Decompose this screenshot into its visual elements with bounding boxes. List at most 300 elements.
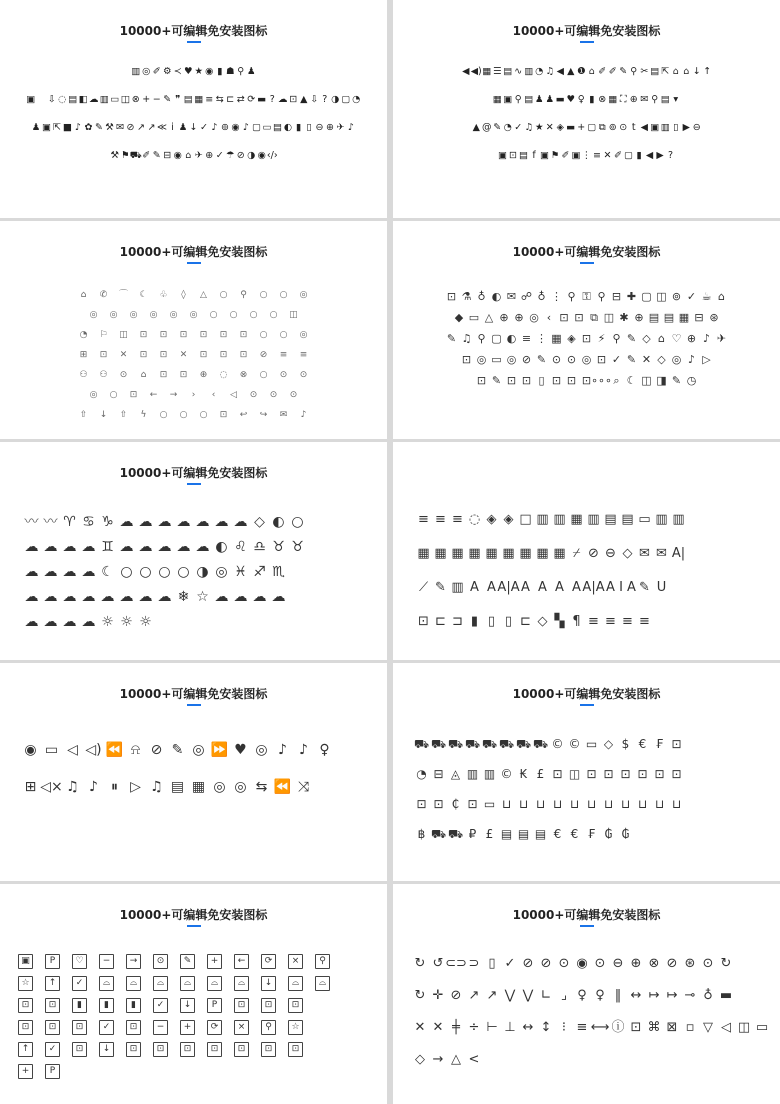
glyph-icon: ◐	[506, 332, 517, 345]
glyph-icon: ◎	[149, 310, 158, 320]
glyph-icon: ⤨	[297, 778, 310, 795]
glyph-icon: ✎	[171, 741, 184, 758]
glyph-icon: ⊔	[620, 796, 631, 811]
glyph-icon: +	[142, 94, 151, 106]
glyph-icon: ◔	[79, 330, 88, 340]
glyph-icon: ⊡	[574, 311, 584, 324]
glyph-icon: ◫	[603, 311, 615, 324]
glyph-icon: ⚒	[110, 150, 120, 162]
glyph-icon: ⛟	[413, 736, 430, 751]
glyph-icon: −	[153, 1020, 168, 1035]
glyph-icon: ⊂⊃	[445, 955, 467, 971]
icon-row	[20, 739, 335, 760]
glyph-icon: ⊡	[126, 1020, 141, 1035]
glyph-icon: ⊗	[131, 94, 140, 106]
glyph-icon: ✆	[99, 290, 108, 300]
glyph-icon: ₣	[587, 826, 596, 841]
glyph-icon: ≡	[576, 1019, 588, 1035]
glyph-icon: ☾	[139, 290, 148, 300]
glyph-icon: ♫	[66, 778, 79, 795]
glyph-icon: ↗	[147, 122, 156, 134]
glyph-icon: ◇	[642, 332, 651, 345]
glyph-icon: ≡	[205, 94, 214, 106]
glyph-icon: ✓	[686, 290, 697, 303]
glyph-icon: ◔	[352, 94, 361, 106]
glyph-icon: ◉	[205, 66, 214, 78]
glyph-icon: ✎	[446, 332, 457, 345]
glyph-icon: ▣	[540, 150, 549, 162]
glyph-icon: ⚲	[597, 290, 606, 303]
glyph-icon: ⊕	[326, 122, 334, 134]
glyph-icon: ▥	[466, 766, 479, 781]
glyph-icon: ▤	[503, 66, 513, 78]
glyph-icon: ⊐	[452, 613, 463, 629]
icon-grid	[22, 512, 373, 652]
glyph-icon: ▢	[491, 332, 502, 345]
glyph-icon: ⌂	[658, 332, 665, 345]
glyph-icon: £	[536, 766, 545, 781]
glyph-icon: →	[432, 1051, 444, 1067]
glyph-icon: ⊸	[684, 987, 696, 1003]
glyph-icon: ▤	[170, 778, 185, 795]
glyph-icon: ▤	[519, 150, 528, 162]
glyph-icon: ◌	[468, 511, 481, 527]
glyph-icon: ⇱	[661, 66, 670, 78]
glyph-icon: ▢	[624, 150, 633, 162]
icon-row	[452, 310, 722, 325]
glyph-icon: ▥	[451, 579, 464, 595]
glyph-icon: ◇	[657, 353, 666, 366]
icon-row	[413, 765, 685, 782]
glyph-icon: ⛟	[515, 736, 532, 751]
glyph-icon: ☁	[176, 513, 191, 530]
glyph-icon: ◎	[189, 310, 198, 320]
slide-card-6	[393, 442, 780, 660]
glyph-icon: ⚲	[651, 94, 659, 106]
glyph-icon: ⊡	[289, 94, 298, 106]
glyph-icon: ✚	[626, 290, 637, 303]
glyph-icon: €	[570, 826, 579, 841]
glyph-icon: ⊡	[654, 766, 665, 781]
glyph-icon: ▬	[555, 94, 565, 106]
icon-row	[22, 587, 288, 606]
glyph-icon: ¶	[572, 613, 581, 629]
glyph-icon: ↑	[45, 976, 60, 991]
glyph-icon: ⊙	[558, 955, 570, 971]
glyph-icon: ⊙	[153, 954, 168, 969]
icon-grid	[14, 60, 373, 210]
glyph-icon: ▦	[191, 778, 206, 795]
glyph-icon: ☁	[62, 538, 77, 555]
glyph-icon: ✐	[608, 66, 617, 78]
glyph-icon: ⊡	[159, 370, 168, 380]
glyph-icon: ❄	[177, 588, 190, 605]
glyph-icon: ≡	[588, 613, 599, 629]
glyph-icon: ⏪	[105, 741, 124, 758]
glyph-icon: ♫	[150, 778, 163, 795]
glyph-icon: ✉	[506, 290, 517, 303]
glyph-icon: ◉	[257, 150, 266, 162]
glyph-icon: A|A	[582, 579, 605, 595]
glyph-icon: ⚡	[597, 332, 606, 345]
glyph-icon: ☁	[119, 588, 134, 605]
glyph-icon: ⊡	[139, 330, 148, 340]
icon-row	[74, 289, 314, 302]
glyph-icon: ⊖	[692, 122, 701, 134]
glyph-icon: ⊘	[588, 545, 599, 561]
glyph-icon: ↔	[630, 987, 642, 1003]
glyph-icon: ◫	[641, 374, 652, 387]
glyph-icon: A	[521, 579, 530, 595]
glyph-icon: ☾	[101, 563, 114, 580]
glyph-icon: ⊡	[72, 1020, 87, 1035]
glyph-icon: ⊗	[239, 370, 248, 380]
glyph-icon: ▥	[483, 766, 496, 781]
icon-row	[84, 389, 304, 402]
glyph-icon: ×	[288, 954, 303, 969]
glyph-icon: ⊙	[551, 353, 562, 366]
glyph-icon: ☁	[195, 538, 210, 555]
glyph-icon: ♥	[183, 66, 193, 78]
glyph-icon: →	[126, 954, 141, 969]
glyph-icon: ▥	[672, 511, 685, 527]
glyph-icon: ❶	[576, 66, 586, 78]
glyph-icon: ↔	[522, 1019, 534, 1035]
glyph-icon: ⊙	[299, 370, 308, 380]
glyph-icon: ▣	[503, 94, 513, 106]
glyph-icon: ▣	[571, 150, 581, 162]
glyph-icon: ◌	[58, 94, 67, 106]
glyph-icon: ☁	[233, 513, 248, 530]
glyph-icon: ☁	[24, 538, 39, 555]
glyph-icon: ⟋	[418, 579, 429, 595]
glyph-icon: ▣	[42, 122, 51, 134]
glyph-icon: ⇄	[236, 94, 245, 106]
glyph-icon: ⚿	[582, 290, 591, 303]
glyph-icon: ⌓	[126, 976, 141, 991]
glyph-icon: ◀	[462, 66, 470, 78]
glyph-icon: ✓	[504, 955, 516, 971]
glyph-icon: ⊘	[540, 955, 552, 971]
glyph-icon: ▮	[636, 150, 642, 162]
glyph-icon: ✎	[491, 374, 502, 387]
glyph-icon: ⊡	[620, 766, 631, 781]
glyph-icon: €	[553, 826, 562, 841]
glyph-icon: ⊘	[450, 987, 462, 1003]
glyph-icon: ⛟	[447, 736, 464, 751]
glyph-icon: ?	[667, 150, 674, 162]
glyph-icon: ⌂	[588, 66, 595, 78]
icon-row	[74, 409, 314, 422]
glyph-icon: ⊞	[24, 778, 37, 795]
glyph-icon: ⊡	[179, 330, 188, 340]
glyph-icon: ⊔	[518, 796, 529, 811]
glyph-icon: ☁	[89, 94, 99, 106]
glyph-icon: ⚲	[315, 954, 330, 969]
glyph-icon: ☁	[278, 94, 288, 106]
glyph-icon: ⊡	[288, 1042, 303, 1057]
title-underline	[187, 41, 201, 43]
glyph-icon: ♐	[253, 563, 266, 580]
glyph-icon: ▥	[553, 511, 566, 527]
glyph-icon: ✉	[639, 545, 650, 561]
glyph-icon: ⌓	[315, 976, 330, 991]
glyph-icon: ⟷	[590, 1019, 610, 1035]
glyph-icon: ⇆	[215, 94, 224, 106]
icon-row	[415, 578, 670, 596]
glyph-icon: ✐	[142, 150, 151, 162]
glyph-icon: ◎	[299, 330, 308, 340]
glyph-icon: ⚲	[240, 290, 247, 300]
slide-card-2	[393, 0, 780, 218]
glyph-icon: ⊙	[594, 955, 606, 971]
glyph-icon: ⇩	[310, 94, 319, 106]
glyph-icon: ▦	[519, 545, 532, 561]
glyph-icon: ⊡	[418, 613, 429, 629]
glyph-icon: ÷	[468, 1019, 480, 1035]
glyph-icon: ▭	[468, 311, 480, 324]
icon-grid	[407, 60, 766, 210]
glyph-icon: ▦	[553, 545, 566, 561]
glyph-icon: ♪	[74, 122, 82, 134]
glyph-icon: ✛	[432, 987, 444, 1003]
glyph-icon: ☁	[43, 563, 58, 580]
icon-row	[415, 510, 687, 528]
glyph-icon: ♡	[671, 332, 682, 345]
glyph-icon: ⚗	[461, 290, 472, 303]
glyph-icon: ▦	[551, 332, 562, 345]
glyph-icon: ◫	[289, 310, 298, 320]
icon-row	[18, 1020, 315, 1035]
glyph-icon: ☁	[252, 588, 267, 605]
glyph-icon: ◈	[567, 332, 576, 345]
glyph-icon: ◎	[169, 310, 178, 320]
glyph-icon: ▭	[755, 1019, 769, 1035]
glyph-icon: ×	[234, 1020, 249, 1035]
glyph-icon: ☁	[24, 563, 39, 580]
glyph-icon: ▭	[585, 736, 598, 751]
glyph-icon: ▮	[217, 66, 223, 78]
glyph-icon: ✎	[626, 353, 637, 366]
glyph-icon: ☗	[225, 66, 235, 78]
glyph-icon: ☁	[24, 613, 39, 630]
glyph-icon: ☁	[138, 513, 153, 530]
glyph-icon: ♪	[702, 332, 711, 345]
glyph-icon: ◁)	[85, 741, 102, 758]
glyph-icon: ✎	[671, 374, 682, 387]
icon-row	[74, 329, 314, 342]
glyph-icon: ☁	[100, 588, 115, 605]
glyph-icon: A	[606, 579, 615, 595]
glyph-icon: ○	[109, 390, 118, 400]
glyph-icon: ◈	[486, 511, 497, 527]
glyph-icon: ▥	[587, 511, 600, 527]
glyph-icon: ⌓	[180, 976, 195, 991]
glyph-icon: ☁	[81, 563, 96, 580]
glyph-icon: ✿	[84, 122, 93, 134]
glyph-icon: ⚲	[514, 94, 522, 106]
glyph-icon: A|	[671, 545, 686, 561]
glyph-icon: ⛟	[430, 736, 447, 751]
glyph-icon: ☁	[81, 588, 96, 605]
glyph-icon: ♉	[291, 538, 304, 555]
glyph-icon: ⌒	[118, 290, 128, 300]
glyph-icon: ⊟	[433, 766, 444, 781]
glyph-icon: ▤	[648, 311, 660, 324]
glyph-icon: ◎	[234, 778, 247, 795]
icon-row	[492, 94, 681, 106]
glyph-icon: ⇩	[47, 94, 56, 106]
glyph-icon: ▭	[44, 741, 59, 758]
glyph-icon: ‹/›	[266, 150, 278, 162]
glyph-icon: ⋁	[504, 987, 516, 1003]
glyph-icon: ⊡	[603, 766, 614, 781]
glyph-icon: ⋮	[551, 290, 562, 303]
glyph-icon: ▤	[663, 311, 675, 324]
glyph-icon: ⛟	[430, 826, 447, 841]
icon-row	[411, 1050, 483, 1068]
glyph-icon: ▢	[341, 94, 351, 106]
slide-title: 10000+可编辑免安装图标	[512, 687, 661, 701]
glyph-icon: ▭	[491, 353, 502, 366]
glyph-icon: ≡	[622, 613, 633, 629]
glyph-icon: ♈	[63, 513, 76, 530]
glyph-icon: ◁	[721, 1019, 731, 1035]
glyph-icon: ♀	[319, 741, 330, 758]
glyph-icon: ▮	[72, 998, 87, 1013]
glyph-icon: ✎	[536, 353, 547, 366]
glyph-icon: ☂	[225, 150, 235, 162]
icon-grid	[411, 954, 769, 1096]
glyph-icon: ◎	[581, 353, 592, 366]
glyph-icon: ◇	[537, 613, 548, 629]
glyph-icon: ✓	[99, 1020, 114, 1035]
glyph-icon: ⊡	[630, 1019, 642, 1035]
glyph-icon: ☁	[24, 588, 39, 605]
glyph-icon: ⊡	[586, 766, 597, 781]
glyph-icon: ✕	[119, 350, 128, 360]
glyph-icon: ▦	[485, 545, 498, 561]
glyph-icon: ♀	[595, 987, 605, 1003]
glyph-icon: ⊖	[315, 122, 324, 134]
glyph-icon: ⊚	[608, 122, 617, 134]
glyph-icon: ⊡	[180, 1042, 195, 1057]
glyph-icon: ⟳	[261, 954, 276, 969]
glyph-icon: ▬	[566, 122, 576, 134]
icon-row	[471, 122, 702, 134]
icon-row	[18, 998, 315, 1013]
glyph-icon: ○	[269, 310, 278, 320]
glyph-icon: ₲	[604, 826, 613, 841]
glyph-icon: ⊡	[509, 150, 517, 162]
glyph-icon: ♌	[234, 538, 247, 555]
glyph-icon: ⚲	[612, 332, 621, 345]
glyph-icon: ⚲	[477, 332, 486, 345]
glyph-icon: ▭	[110, 94, 120, 106]
glyph-icon: ▾	[673, 94, 679, 106]
glyph-icon: ⊙	[119, 370, 128, 380]
glyph-icon: ♧	[159, 290, 168, 300]
glyph-icon: ☁	[214, 588, 229, 605]
glyph-icon: ⊔	[671, 796, 682, 811]
glyph-icon: ▤	[517, 826, 530, 841]
glyph-icon: ⊡	[581, 332, 592, 345]
glyph-icon: ⟳	[207, 1020, 222, 1035]
slide-title: 10000+可编辑免安装图标	[119, 687, 268, 701]
glyph-icon: ∟	[540, 987, 552, 1003]
glyph-icon: ⊡	[18, 998, 33, 1013]
slide-title: 10000+可编辑免安装图标	[512, 245, 661, 259]
glyph-icon: P	[45, 954, 60, 969]
glyph-icon: ♏	[272, 563, 285, 580]
glyph-icon: ▲	[567, 66, 575, 78]
glyph-icon: ♟	[534, 94, 544, 106]
glyph-icon: ✕	[432, 1019, 444, 1035]
glyph-icon: ⏩	[210, 741, 229, 758]
glyph-icon: ❞	[175, 94, 181, 106]
glyph-icon: ⊡	[234, 1042, 249, 1057]
glyph-icon: ⊡	[159, 330, 168, 340]
glyph-icon: ≡	[593, 150, 601, 162]
glyph-icon: ☁	[81, 613, 96, 630]
glyph-icon: △	[200, 290, 207, 300]
glyph-icon: ▷	[130, 778, 141, 795]
glyph-icon: ☁	[138, 588, 153, 605]
glyph-icon: I A	[619, 579, 636, 595]
glyph-icon: ▦	[492, 94, 502, 106]
glyph-icon: ⊕	[630, 955, 642, 971]
glyph-icon: ⊗	[598, 94, 607, 106]
glyph-icon: ⚲	[261, 1020, 276, 1035]
glyph-icon: ♁	[703, 987, 713, 1003]
slide-title: 10000+可编辑免安装图标	[512, 24, 661, 38]
glyph-icon: ⊔	[535, 796, 546, 811]
glyph-icon: ⋮	[581, 150, 592, 162]
glyph-icon: ≺	[173, 66, 182, 78]
glyph-icon: ⊘	[236, 150, 245, 162]
glyph-icon: ○	[279, 330, 288, 340]
icon-row	[22, 612, 155, 631]
glyph-icon: ♟	[545, 94, 555, 106]
glyph-icon: ▭	[638, 511, 651, 527]
glyph-icon: ✎	[180, 954, 195, 969]
glyph-icon: ★	[534, 122, 544, 134]
glyph-icon: ◫	[120, 94, 130, 106]
slide-title: 10000+可编辑免安装图标	[119, 908, 268, 922]
glyph-icon: ⚙	[162, 66, 172, 78]
icon-row	[415, 544, 687, 562]
glyph-icon: ⊘	[126, 122, 135, 134]
glyph-icon: ⊙	[289, 390, 298, 400]
slide-card-8	[393, 663, 780, 881]
glyph-icon: ▤	[68, 94, 78, 106]
glyph-icon: ▬	[257, 94, 267, 106]
glyph-icon: ☁	[157, 513, 172, 530]
glyph-icon: A	[538, 579, 547, 595]
glyph-icon: ◷	[686, 374, 697, 387]
glyph-icon: ⊡	[207, 1042, 222, 1057]
glyph-icon: $	[621, 736, 630, 751]
glyph-icon: ⚇	[79, 370, 88, 380]
glyph-icon: ⊘	[522, 955, 534, 971]
glyph-icon: ◀)	[470, 66, 482, 78]
glyph-icon: ▬	[719, 987, 733, 1003]
glyph-icon: ⊔	[501, 796, 512, 811]
glyph-icon: ▤	[273, 122, 282, 134]
glyph-icon: ✓	[215, 150, 224, 162]
glyph-icon: ₣	[655, 736, 664, 751]
glyph-icon: ⊟	[611, 290, 622, 303]
